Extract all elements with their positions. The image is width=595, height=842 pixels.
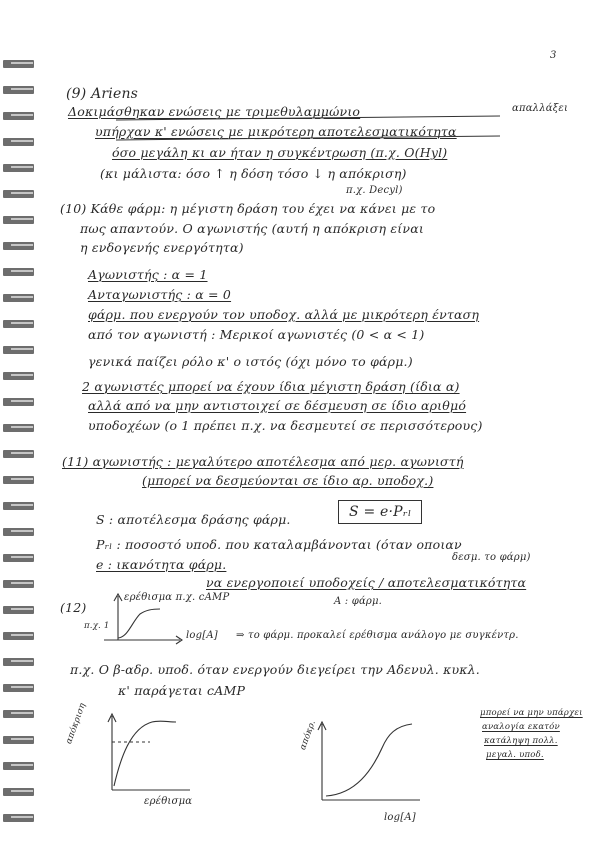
note-line: όσο μεγάλη κι αν ήταν η συγκέντρωση (π.χ. O(Hyl) [112,145,448,160]
side-note: μπορεί να μην υπάρχει [480,708,583,718]
note-line: από τον αγωνιστή : Μερικοί αγωνιστές (0 < α < 1) [88,327,425,342]
note-line: πως απαντούν. Ο αγωνιστής (αυτή η απόκριση είναι [80,221,424,236]
note-line: υπήρχαν κ' ενώσεις με μικρότερη αποτελεσματικότητα [95,124,457,139]
graph-note: ⇒ το φάρμ. προκαλεί ερέθισμα ανάλογο με συγκέντρ. [236,630,519,641]
note-line: υποδοχέων (ο 1 πρέπει π.χ. να δεσμευτεί σε περισσότερους) [88,418,483,433]
formula-box: S = e·Pᵣₗ [338,500,422,524]
margin-note: π.χ. Decyl) [346,185,403,196]
definition: Ανταγωνιστής : α = 0 [88,287,232,302]
note-line: (μπορεί να δεσμεύονται σε ίδιο αρ. υποδοχ.) [142,473,434,488]
margin-note: απαλλάξει [512,103,569,114]
note-line: π.χ. O β-αδρ. υποδ. όταν ενεργούν διεγείρει την Αδενυλ. κυκλ. [70,662,480,677]
graph-xlabel: ερέθισμα [144,796,193,807]
graph-xlabel: log[A] [186,630,218,641]
note-line: αλλά από να μην αντιστοιχεί σε δέσμευση σε ίδιο αριθμό [88,398,467,413]
note-line: (κι μάλιστα: όσο ↑ η δόση τόσο ↓ η απόκριση) [100,166,407,181]
definition: Αγωνιστής : α = 1 [88,267,208,282]
graph-ylabel: απόκριση [64,701,89,746]
side-note: αναλογία εκατόν [482,722,560,732]
margin-note: δεσμ. το φάρμ) [452,552,531,563]
page-number: 3 [550,50,557,61]
section-12-label: (12) [60,600,87,615]
note-line: (10) Κάθε φάρμ: η μέγιστη δράση του έχει να κάνει με το [60,201,436,216]
graph-tick: π.χ. 1 [84,621,110,631]
side-note: μεγαλ. υποδ. [486,750,544,760]
section-9-heading: (9) Ariens [66,86,139,102]
graph-ylabel: ερέθισμα π.χ. cAMP [124,592,230,603]
graph-ylabel: απόκρ. [298,718,318,752]
side-note: κατάληψη πολλ. [484,736,558,746]
note-line: e : ικανότητα φάρμ. [96,557,227,572]
note-line: (11) αγωνιστής : μεγαλύτερο αποτέλεσμα από μερ. αγωνιστή [62,454,464,469]
note-line: φάρμ. που ενεργούν τον υποδοχ. αλλά με μικρότερη ένταση [88,307,480,322]
note-line: Δοκιμάσθηκαν ενώσεις με τριμεθυλαμμώνιο [68,104,361,119]
note-line: η ενδογενής ενεργότητα) [80,240,244,255]
note-line: 2 αγωνιστές μπορεί να έχουν ίδια μέγιστη δράση (ίδια α) [82,379,460,394]
graph-xlabel: log[A] [384,812,416,823]
note-line: S : αποτέλεσμα δράσης φάρμ. [96,512,291,527]
note-line: γενικά παίζει ρόλο κ' ο ιστός (όχι μόνο το φάρμ.) [88,354,413,369]
note-line: να ενεργοποιεί υποδοχείς / αποτελεσματικότητα [206,575,527,590]
note-line: Pᵣₗ : ποσοστό υποδ. που καταλαμβάνονται (όταν οποιαν [96,537,462,552]
graph-note: A : φάρμ. [334,596,383,607]
note-line: κ' παράγεται cAMP [118,683,246,698]
